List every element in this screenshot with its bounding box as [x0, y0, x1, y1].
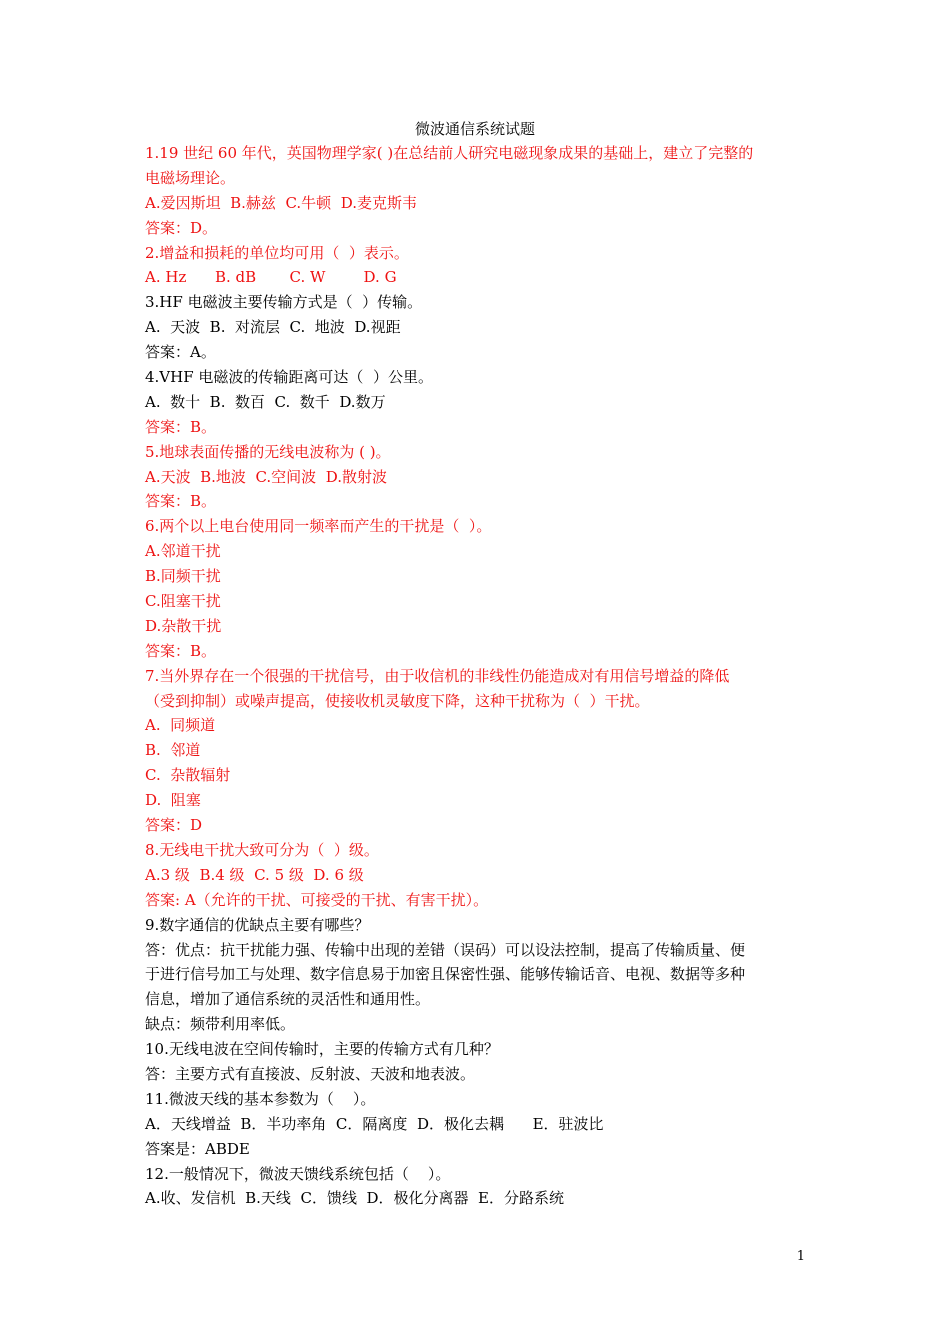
- text-line: 5.地球表面传播的无线电波称为 ( )。: [145, 442, 391, 461]
- text-line: A.爱因斯坦 B.赫兹 C.牛顿 D.麦克斯韦: [145, 193, 417, 212]
- text-line: D. 阻塞: [145, 791, 201, 810]
- text-line: 11.微波天线的基本参数为（ ）。: [145, 1089, 376, 1108]
- text-line: C. 杂散辐射: [145, 766, 231, 785]
- text-line: A.邻道干扰: [145, 542, 221, 561]
- text-line: A．天线增益 B．半功率角 C．隔离度 D．极化去耦 E．驻波比: [145, 1114, 604, 1133]
- text-line: 3.HF 电磁波主要传输方式是（ ）传输。: [145, 293, 423, 312]
- text-line: 12.一般情况下，微波天馈线系统包括（ ）。: [145, 1164, 451, 1183]
- text-line: 答案: A（允许的干扰、可接受的干扰、有害干扰）。: [145, 890, 489, 909]
- page-number: 1: [796, 1249, 805, 1264]
- text-line: 答案：B。: [145, 492, 217, 511]
- text-line: 答案：A。: [145, 343, 216, 362]
- text-line: B. 邻道: [145, 741, 201, 760]
- text-line: 答案：B。: [145, 417, 217, 436]
- text-line: 答案：B。: [145, 641, 217, 660]
- text-line: 答案是：ABDE: [145, 1139, 250, 1158]
- text-line: 电磁场理论。: [145, 168, 236, 187]
- question-list: [145, 141, 810, 1211]
- text-line: 答：主要方式有直接波、反射波、天波和地表波。: [145, 1064, 476, 1083]
- text-line: 9.数字通信的优缺点主要有哪些？: [145, 915, 370, 934]
- text-line: 4.VHF 电磁波的传输距离可达（ ）公里。: [145, 368, 433, 387]
- text-line: 于进行信号加工与处理、数字信息易于加密且保密性强、能够传输话音、电视、数据等多种: [145, 965, 746, 984]
- text-line: 答案：D。: [145, 218, 218, 237]
- text-line: 1.19 世纪 60 年代，英国物理学家( )在总结前人研究电磁现象成果的基础上，建立了完整的: [145, 144, 754, 162]
- text-line: 信息，增加了通信系统的灵活性和通用性。: [145, 990, 431, 1009]
- text-line: A.3 级 B.4 级 C. 5 级 D. 6 级: [145, 865, 364, 884]
- text-line: （受到抑制）或噪声提高，使接收机灵敏度下降，这种干扰称为（ ）干扰。: [145, 691, 650, 710]
- text-line: 10.无线电波在空间传输时，主要的传输方式有几种？: [145, 1040, 499, 1059]
- text-line: A. 同频道: [145, 716, 216, 735]
- text-line: B.同频干扰: [145, 567, 221, 586]
- text-line: 6.两个以上电台使用同一频率而产生的干扰是（ ）。: [145, 517, 492, 536]
- text-line: 8.无线电干扰大致可分为（ ）级。: [145, 840, 379, 859]
- text-line: A. 数十 B. 数百 C. 数千 D.数万: [145, 392, 386, 411]
- text-line: C.阻塞干扰: [145, 592, 221, 611]
- text-line: D.杂散干扰: [145, 616, 222, 635]
- text-line: 7.当外界存在一个很强的干扰信号，由于收信机的非线性仍能造成对有用信号增益的降低: [145, 666, 730, 685]
- text-line: 缺点：频带利用率低。: [145, 1015, 296, 1034]
- page-title: 微波通信系统试题: [414, 120, 535, 138]
- text-line: A.收、发信机 B.天线 C．馈线 D．极化分离器 E．分路系统: [145, 1189, 564, 1208]
- text-line: 答：优点：抗干扰能力强、传输中出现的差错（误码）可以设法控制，提高了传输质量、便: [145, 940, 746, 959]
- text-line: A. Hz B. dB C. W D. G: [145, 268, 397, 287]
- text-line: A. 天波 B. 对流层 C. 地波 D.视距: [145, 318, 401, 337]
- text-line: A.天波 B.地波 C.空间波 D.散射波: [145, 467, 387, 486]
- text-line: 答案：D: [145, 816, 203, 835]
- text-line: 2.增益和损耗的单位均可用（ ）表示。: [145, 243, 409, 262]
